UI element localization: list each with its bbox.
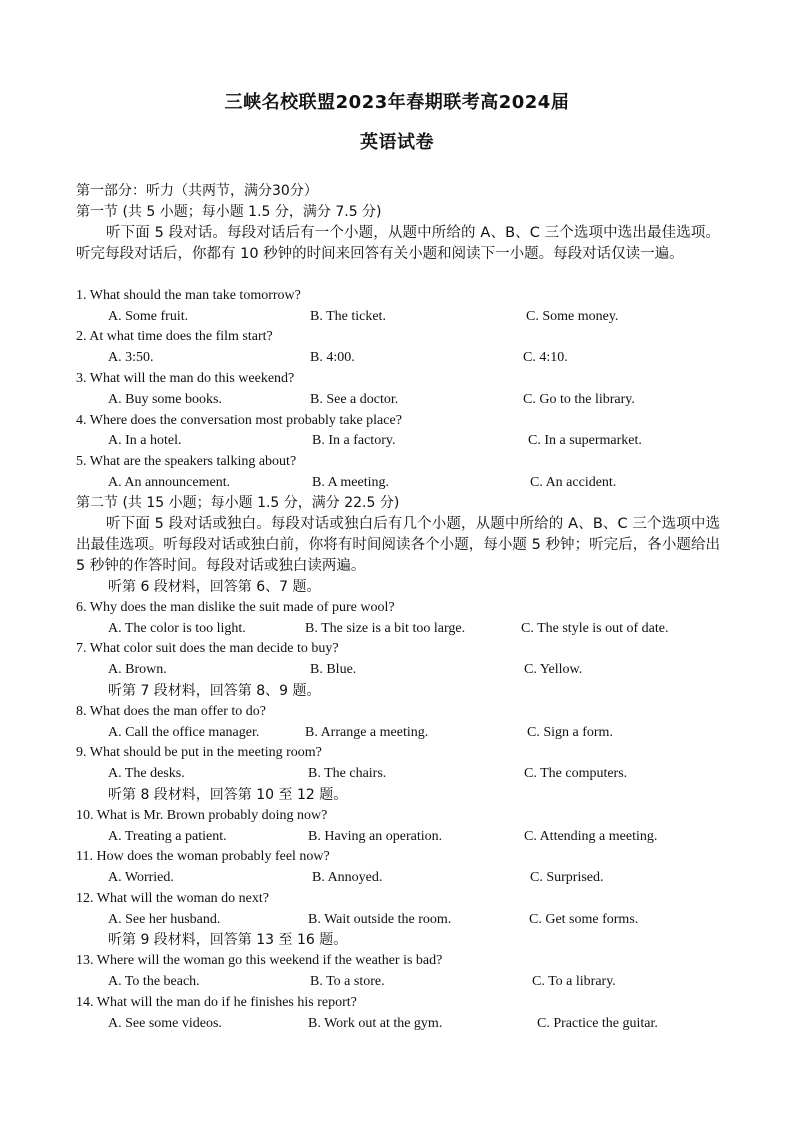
q8-option-c: C. Sign a form.: [527, 725, 613, 740]
q2-option-b: B. 4:00.: [310, 350, 355, 365]
part1-heading: 第一部分：听力（共两节，满分30分）: [76, 183, 318, 199]
q3-option-a: A. Buy some books.: [108, 392, 222, 407]
q1-option-c: C. Some money.: [526, 309, 619, 324]
note-material-9: 听第 9 段材料，回答第 13 至 16 题。: [108, 932, 348, 948]
q6-option-a: A. The color is too light.: [108, 621, 246, 636]
question-8: 8. What does the man offer to do?: [76, 704, 266, 719]
q13-option-a: A. To the beach.: [108, 974, 200, 989]
question-5: 5. What are the speakers talking about?: [76, 454, 297, 469]
q4-option-c: C. In a supermarket.: [528, 433, 642, 448]
q13-option-b: B. To a store.: [310, 974, 385, 989]
question-1: 1. What should the man take tomorrow?: [76, 288, 301, 303]
q12-option-b: B. Wait outside the room.: [308, 912, 452, 927]
q11-option-c: C. Surprised.: [530, 870, 604, 885]
q5-option-c: C. An accident.: [530, 475, 617, 490]
question-14: 14. What will the man do if he finishes his report?: [76, 995, 357, 1010]
q9-option-a: A. The desks.: [108, 766, 185, 781]
question-4: 4. Where does the conversation most probably take place?: [76, 413, 402, 428]
q11-option-b: B. Annoyed.: [312, 870, 383, 885]
section1-instructions: 听下面 5 段对话。每段对话后有一个小题，从题中所给的 A、B、C 三个选项中选出最佳选项。听完每段对话后，你都有 10 秒钟的时间来回答有关小题和阅读下一小题。每段对话仅读一遍。: [76, 225, 720, 262]
question-3: 3. What will the man do this weekend?: [76, 371, 295, 386]
q4-option-b: B. In a factory.: [312, 433, 396, 448]
question-2: 2. At what time does the film start?: [76, 329, 273, 344]
exam-subtitle: 英语试卷: [360, 132, 434, 153]
question-11: 11. How does the woman probably feel now?: [76, 849, 330, 864]
q2-option-a: A. 3:50.: [108, 350, 154, 365]
exam-title: 三峡名校联盟2023年春期联考高2024届: [224, 92, 570, 113]
section2-heading: 第二节 (共 15 小题；每小题 1.5 分，满分 22.5 分): [76, 495, 400, 511]
q7-option-c: C. Yellow.: [524, 662, 583, 677]
section2-instructions: 听下面 5 段对话或独白。每段对话或独白后有几个小题，从题中所给的 A、B、C 三个选项中选出最佳选项。听每段对话或独白前，你将有时间阅读各个小题，每小题 5 秒钟；听完后，各小题给出 5 秒钟的作答时间。每段对话或独白读两遍。: [76, 516, 720, 574]
q5-option-a: A. An announcement.: [108, 475, 231, 490]
q3-option-c: C. Go to the library.: [523, 392, 635, 407]
note-material-7: 听第 7 段材料，回答第 8、9 题。: [108, 683, 321, 699]
q3-option-b: B. See a doctor.: [310, 392, 399, 407]
q9-option-c: C. The computers.: [524, 766, 628, 781]
q14-option-b: B. Work out at the gym.: [308, 1016, 443, 1031]
q8-option-b: B. Arrange a meeting.: [305, 725, 429, 740]
q1-option-a: A. Some fruit.: [108, 309, 189, 324]
q7-option-a: A. Brown.: [108, 662, 167, 677]
q10-option-a: A. Treating a patient.: [108, 829, 227, 844]
question-12: 12. What will the woman do next?: [76, 891, 269, 906]
q2-option-c: C. 4:10.: [523, 350, 568, 365]
question-6: 6. Why does the man dislike the suit made of pure wool?: [76, 600, 395, 615]
question-9: 9. What should be put in the meeting room?: [76, 745, 322, 760]
section1-heading: 第一节 (共 5 小题；每小题 1.5 分，满分 7.5 分): [76, 204, 382, 220]
q6-option-b: B. The size is a bit too large.: [305, 621, 466, 636]
q12-option-c: C. Get some forms.: [529, 912, 639, 927]
q8-option-a: A. Call the office manager.: [108, 725, 260, 740]
q5-option-b: B. A meeting.: [312, 475, 389, 490]
q14-option-a: A. See some videos.: [108, 1016, 222, 1031]
q7-option-b: B. Blue.: [310, 662, 357, 677]
q13-option-c: C. To a library.: [532, 974, 616, 989]
q10-option-c: C. Attending a meeting.: [524, 829, 658, 844]
question-10: 10. What is Mr. Brown probably doing now?: [76, 808, 328, 823]
q11-option-a: A. Worried.: [108, 870, 174, 885]
q9-option-b: B. The chairs.: [308, 766, 387, 781]
note-material-6: 听第 6 段材料，回答第 6、7 题。: [108, 579, 321, 595]
q6-option-c: C. The style is out of date.: [521, 621, 669, 636]
q1-option-b: B. The ticket.: [310, 309, 386, 324]
note-material-8: 听第 8 段材料，回答第 10 至 12 题。: [108, 787, 348, 803]
question-13: 13. Where will the woman go this weekend if the weather is bad?: [76, 953, 443, 968]
q12-option-a: A. See her husband.: [108, 912, 221, 927]
q10-option-b: B. Having an operation.: [308, 829, 443, 844]
q14-option-c: C. Practice the guitar.: [537, 1016, 658, 1031]
question-7: 7. What color suit does the man decide to buy?: [76, 641, 339, 656]
q4-option-a: A. In a hotel.: [108, 433, 182, 448]
